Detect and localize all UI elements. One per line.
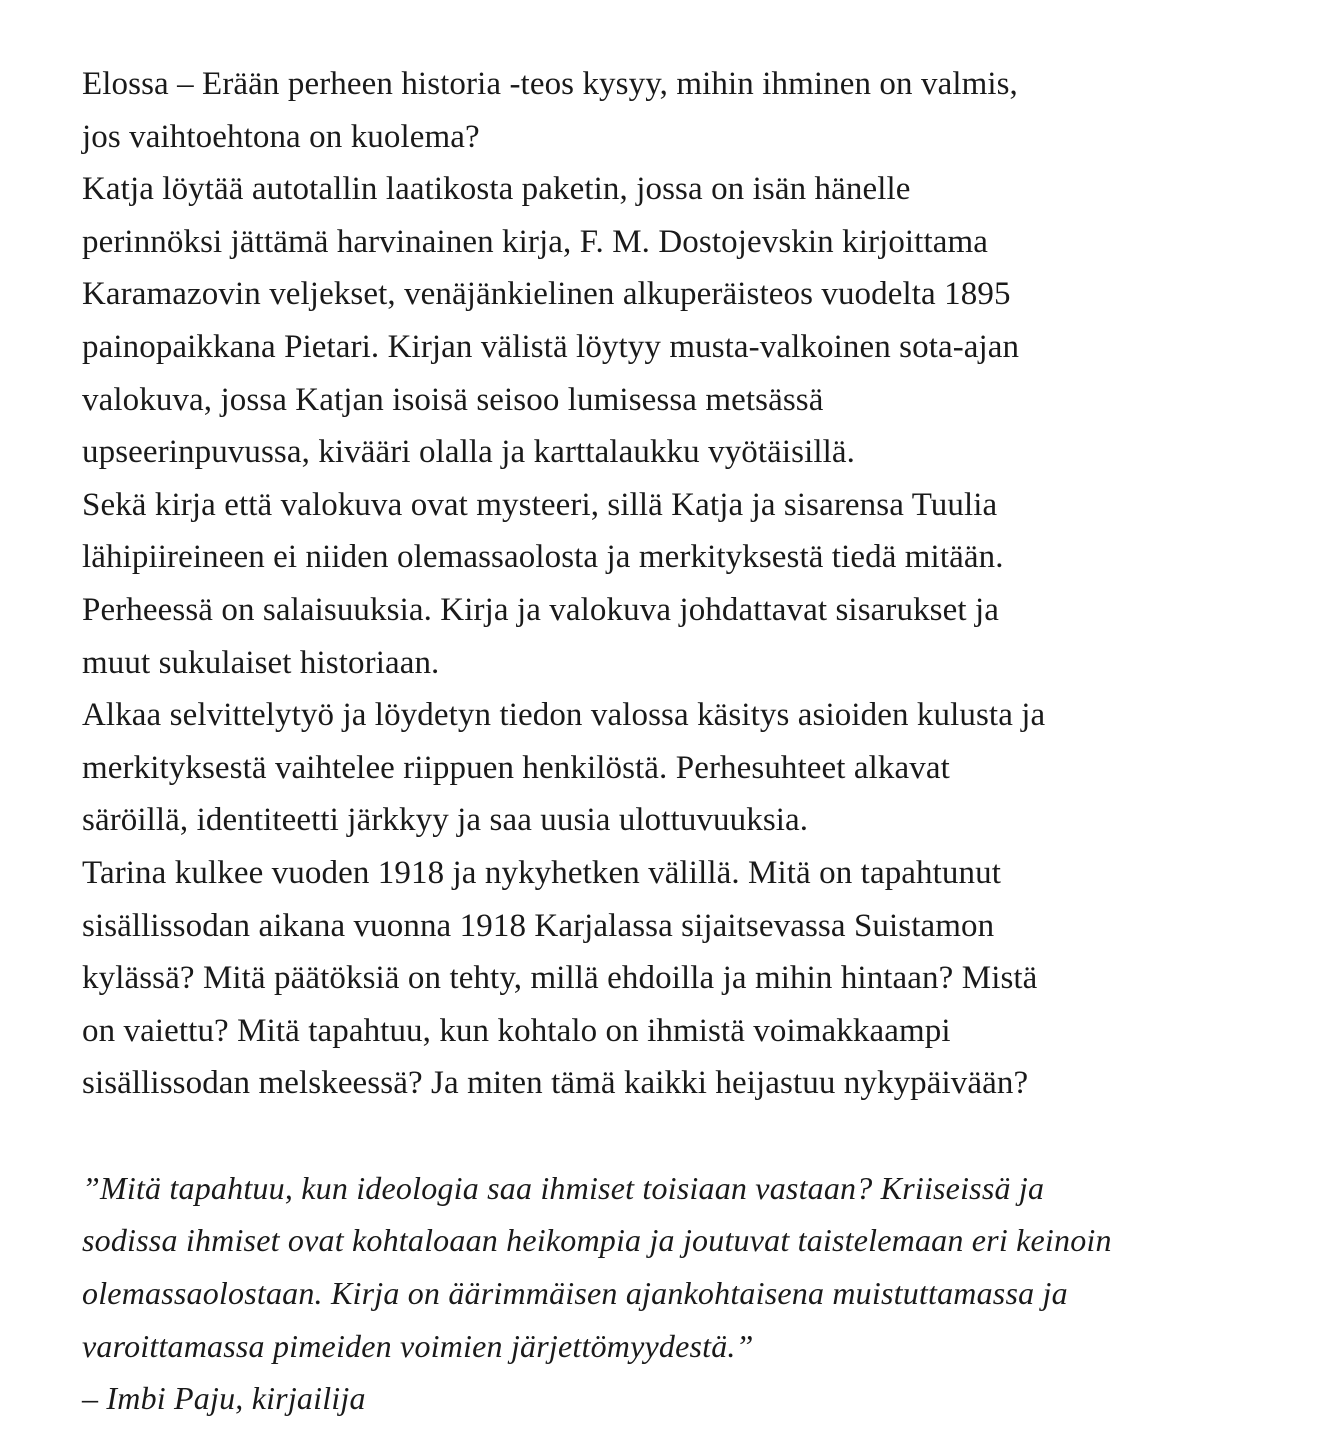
description-line: on vaiettu? Mitä tapahtuu, kun kohtalo on ihmistä voimakkaampi (82, 1012, 951, 1049)
description-line: muut sukulaiset historiaan. (82, 644, 440, 681)
description-line: valokuva, jossa Katjan isoisä seisoo lumisessa metsässä (82, 381, 824, 418)
quote-attribution: – Imbi Paju, kirjailija (82, 1380, 366, 1417)
description-line: painopaikkana Pietari. Kirjan välistä löytyy musta-valkoinen sota-ajan (82, 328, 1020, 365)
description-line: lähipiireineen ei niiden olemassaolosta ja merkityksestä tiedä mitään. (82, 539, 1004, 576)
description-line: perinnöksi jättämä harvinainen kirja, F. M. Dostojevskin kirjoittama (82, 223, 988, 260)
description-line: sisällissodan aikana vuonna 1918 Karjalassa sijaitsevassa Suistamon (82, 907, 995, 944)
quote-line: varoittamassa pimeiden voimien järjettömyydestä.” (82, 1327, 754, 1364)
description-line: sisällissodan melskeessä? Ja miten tämä kaikki heijastuu nykypäivään? (82, 1065, 1029, 1102)
description-line: jos vaihtoehtona on kuolema? (82, 118, 480, 155)
description-line: Alkaa selvittelytyö ja löydetyn tiedon valossa käsitys asioiden kulusta ja (82, 697, 1046, 734)
quote-line: ”Mitä tapahtuu, kun ideologia saa ihmiset toisiaan vastaan? Kriiseissä ja (82, 1169, 1045, 1206)
quote-line: olemassaolostaan. Kirja on äärimmäisen ajankohtaisena muistuttamassa ja (82, 1275, 1068, 1312)
description-line: upseerinpuvussa, kivääri olalla ja karttalaukku vyötäisillä. (82, 434, 856, 471)
description-line: Karamazovin veljekset, venäjänkielinen alkuperäisteos vuodelta 1895 (82, 276, 1011, 313)
book-description (82, 58, 1322, 1110)
description-line: säröillä, identiteetti järkkyy ja saa uusia ulottuvuuksia. (82, 802, 809, 839)
review-quote (82, 1162, 1322, 1425)
description-line: Elossa – Erään perheen historia -teos kysyy, mihin ihminen on valmis, (82, 66, 1018, 102)
description-line: Katja löytää autotallin laatikosta paketin, jossa on isän hänelle (82, 171, 911, 208)
description-line: merkityksestä vaihtelee riippuen henkilöstä. Perhesuhteet alkavat (82, 749, 950, 786)
description-line: Tarina kulkee vuoden 1918 ja nykyhetken välillä. Mitä on tapahtunut (82, 854, 1001, 891)
description-line: kylässä? Mitä päätöksiä on tehty, millä ehdoilla ja mihin hintaan? Mistä (82, 960, 1038, 997)
back-cover-text (82, 58, 1322, 1425)
description-line: Perheessä on salaisuuksia. Kirja ja valokuva johdattavat sisarukset ja (82, 591, 999, 628)
description-line: Sekä kirja että valokuva ovat mysteeri, sillä Katja ja sisarensa Tuulia (82, 486, 998, 523)
quote-line: sodissa ihmiset ovat kohtaloaan heikompia ja joutuvat taistelemaan eri keinoin (82, 1222, 1112, 1259)
